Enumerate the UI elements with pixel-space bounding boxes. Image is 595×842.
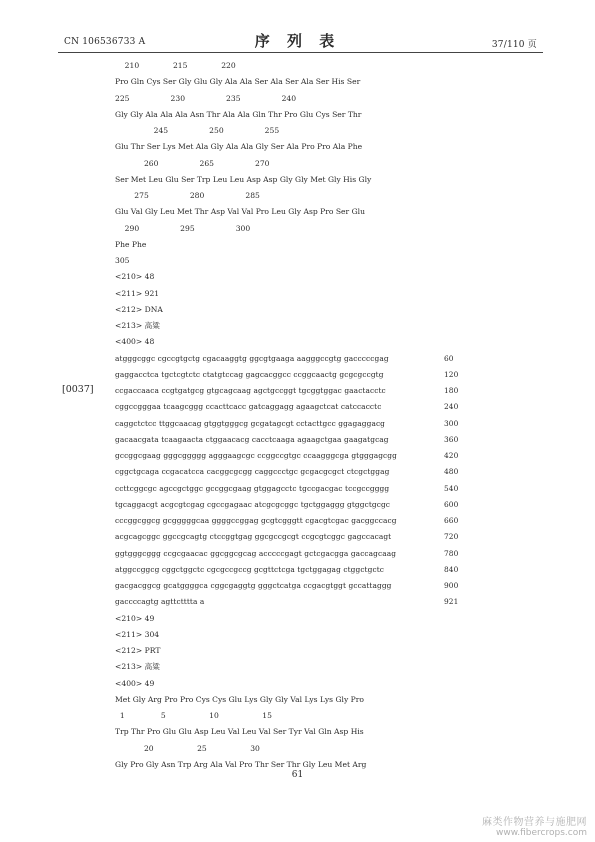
sequence-line-text: ccgaccaaca ccgtgatgcg gtgcagcaag agctgccggt tgcggtggac gaactacctc (115, 386, 386, 395)
sequence-line (115, 271, 154, 283)
sequence-line-text: <210> 48 (115, 272, 155, 282)
sequence-line (115, 515, 459, 527)
sequence-line-text: gacgacggcg gcatggggca cggcgaggtg gggctcatga ccgacgtggt gccattaggg (115, 581, 392, 590)
sequence-line-text: <212> PRT (115, 646, 161, 655)
sequence-line (115, 580, 459, 592)
sequence-line-text: 290 295 300 (115, 223, 251, 233)
sequence-line (115, 710, 272, 722)
sequence-line-text: Gly Pro Gly Asn Trp Arg Ala Val Pro Thr Ser Thr Gly Leu Met Arg (115, 759, 367, 769)
sequence-line-text: <213> 高粱 (115, 662, 160, 672)
sequence-position: 480 (444, 467, 459, 477)
patent-number: CN 106536733 A (64, 37, 146, 47)
watermark-url: www.fibercrops.com (496, 828, 587, 838)
sequence-line-text: 210 215 220 (115, 61, 236, 70)
sequence-line (115, 678, 154, 690)
sequence-line (115, 288, 159, 300)
sequence-line-text: <211> 921 (115, 288, 160, 298)
sequence-line (115, 223, 250, 235)
sequence-line (115, 466, 459, 478)
sequence-line-text: ccttcggcgc agccgctggc gccggcgaag gtggagcctc tgccgacgac tccgccgggg (115, 483, 390, 493)
sequence-line (115, 158, 270, 170)
sequence-line (115, 564, 459, 576)
sequence-line-text: gaccccagtg agttctttta a (115, 597, 205, 607)
sequence-position: 900 (444, 581, 459, 590)
sequence-line-text: cggctgcaga ccgacatcca cacggcgcgg caggccctgc gcgacgcgct ctcgctggag (115, 467, 390, 477)
sequence-line (115, 336, 154, 348)
page-title: 序 列 表 (254, 32, 341, 50)
sequence-line (115, 483, 459, 495)
header-rule (58, 52, 543, 53)
sequence-position: 600 (444, 499, 459, 509)
sequence-line-text: 225 230 235 240 (115, 93, 297, 103)
sequence-line (115, 125, 279, 137)
sequence-line-text: cggccgggaa tcaagcggg ccacttcacc gatcaggagg agaagctcat catccacctc (115, 402, 382, 412)
sequence-line (115, 661, 160, 673)
sequence-line-text: Gly Gly Ala Ala Ala Asn Thr Ala Ala Gln Thr Pro Glu Cys Ser Thr (115, 109, 362, 119)
sequence-position: 180 (444, 386, 459, 395)
sequence-line-text: tgcaggacgt acgcgtcgag cgccgagaac atcgcgcggc tgctggaggg gtggctgcgc (115, 499, 391, 509)
sequence-line-text: Met Gly Arg Pro Pro Cys Cys Glu Lys Gly Gly Val Lys Lys Gly Pro (115, 694, 364, 704)
sequence-line-text: <400> 49 (115, 678, 155, 688)
sequence-line (115, 499, 459, 511)
sequence-position: 660 (444, 516, 459, 525)
sequence-line-text: gaggacctca tgctcgtctc ctatgtccag gagcacggcc ccggcaactg gcgcgccgtg (115, 369, 384, 379)
sequence-position: 360 (444, 434, 459, 444)
sequence-line-text: ggtgggcggg ccgcgaacac ggcggcgcag acccccgagt gctcgacgga gaccagcaag (115, 548, 397, 558)
sequence-line (115, 726, 364, 738)
sequence-line (115, 353, 454, 365)
sequence-line (115, 613, 154, 625)
sequence-position: 780 (444, 548, 459, 558)
sequence-position: 921 (444, 597, 459, 607)
sequence-position: 420 (444, 451, 459, 460)
sequence-line-text: 305 (115, 256, 130, 265)
sequence-line-text: 275 280 285 (115, 191, 260, 200)
sequence-line-text: Ser Met Leu Glu Ser Trp Leu Leu Asp Asp Gly Gly Met Gly His Gly (115, 174, 372, 184)
sequence-position: 60 (444, 353, 454, 363)
sequence-line (115, 401, 459, 413)
sequence-line-text: gacaacgata tcaagaacta ctggaacacg cacctcaaga agaagctgaa gaagatgcag (115, 434, 389, 444)
sequence-line-text: 20 25 30 (115, 743, 260, 753)
sequence-line (115, 694, 364, 706)
sequence-line (115, 109, 361, 121)
sequence-line (115, 596, 459, 608)
sequence-line (115, 304, 163, 316)
sequence-line-text: caggctctcc ttggcaacag gtggtgggcg gcgatagcgt cctacttgcc ggagaggacg (115, 418, 386, 428)
sequence-line (115, 206, 365, 218)
sequence-position: 300 (444, 418, 459, 428)
sequence-line (115, 743, 260, 755)
sequence-line (115, 759, 366, 771)
sequence-line-text: Glu Thr Ser Lys Met Ala Gly Ala Ala Gly Ser Ala Pro Pro Ala Phe (115, 142, 363, 152)
sequence-line-text: Pro Gln Cys Ser Gly Glu Gly Ala Ala Ser Ala Ser Ala Ser His Ser (115, 77, 361, 87)
sequence-line (115, 255, 130, 267)
sequence-line-text: <400> 48 (115, 337, 155, 347)
sequence-line (115, 385, 459, 397)
sequence-line-text: cccggcggcg gcgggggcaa ggggccggag gcgtcgggtt cgacgtcgac gacggccacg (115, 516, 397, 525)
sequence-line (115, 76, 360, 88)
sequence-line-text: Phe Phe (115, 239, 147, 249)
sequence-position: 240 (444, 402, 459, 412)
sequence-line (115, 629, 159, 641)
sequence-position: 840 (444, 564, 459, 574)
sequence-line-text: atggccggcg cggctggctc cgcgccgccg gcgttctcga tgctggagag ctggctgctc (115, 564, 385, 574)
page-number: 61 (291, 770, 304, 780)
sequence-line (115, 418, 459, 430)
sequence-line (115, 450, 459, 462)
watermark-title: 麻类作物营养与施肥网 (482, 817, 587, 828)
sequence-line-text: gccggcgaag gggcggggg agggaagcgc ccggccgtgc ccaagggcga gtgggagcgg (115, 451, 397, 460)
sequence-line-text: acgcagcggc ggccgcagtg ctccggtgag ggcgccgcgt ccgcgtcggc gagccacagt (115, 532, 392, 542)
sequence-line (115, 531, 459, 543)
sequence-line (115, 320, 160, 332)
sequence-line (115, 369, 459, 381)
sequence-position: 120 (444, 369, 459, 379)
sequence-line-text: 1 5 10 15 (115, 711, 272, 720)
sequence-line-text: <210> 49 (115, 613, 155, 623)
sequence-line (115, 239, 146, 251)
sequence-line-text: atgggcggc cgccgtgctg cgacaaggtg ggcgtgaaga aagggccgtg gacccccgag (115, 353, 389, 363)
sequence-position: 540 (444, 483, 459, 493)
sequence-line-text: <213> 高粱 (115, 321, 160, 330)
sequence-position: 720 (444, 532, 459, 542)
sequence-line (115, 190, 260, 202)
sequence-line (115, 141, 362, 153)
sequence-line-text: Glu Val Gly Leu Met Thr Asp Val Val Pro Leu Gly Asp Pro Ser Glu (115, 207, 365, 217)
sequence-line-text: Trp Thr Pro Glu Glu Asp Leu Val Leu Val Ser Tyr Val Gln Asp His (115, 727, 364, 737)
sequence-line-text: 245 250 255 (115, 126, 280, 135)
sequence-line-text: <211> 304 (115, 629, 160, 639)
sequence-line-text: <212> DNA (115, 304, 163, 314)
sequence-line (115, 548, 459, 560)
sequence-line (115, 174, 371, 186)
sequence-line (115, 60, 236, 72)
sequence-line (115, 434, 459, 446)
sequence-line-text: 260 265 270 (115, 158, 270, 168)
sequence-line (115, 645, 160, 657)
paragraph-tag: [0037] (62, 384, 94, 395)
sequence-line (115, 93, 296, 105)
page-count: 37/110 页 (491, 40, 537, 50)
